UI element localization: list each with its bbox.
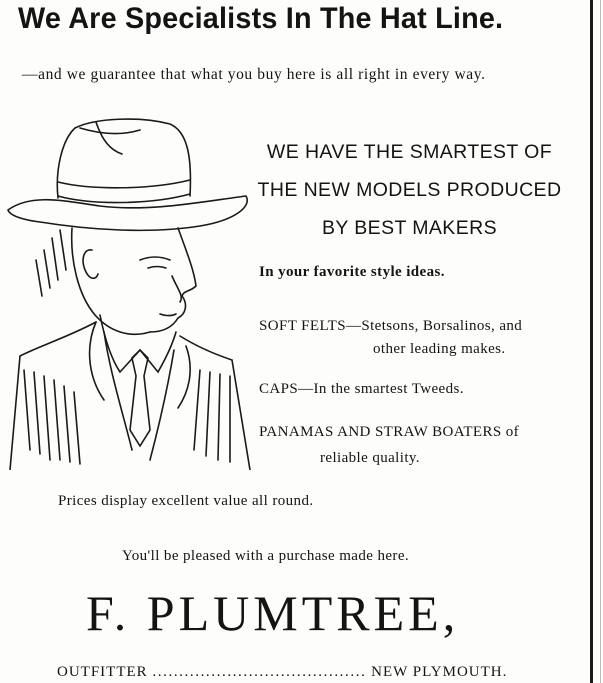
column-rule-thin: [600, 0, 601, 683]
column-rule: [590, 0, 593, 683]
smartest-line-1: WE HAVE THE SMARTEST OF: [266, 141, 553, 163]
man-in-fedora-illustration: [0, 110, 260, 470]
style-ideas-line: In your favorite style ideas.: [259, 264, 445, 280]
footer-town: NEW PLYMOUTH.: [371, 664, 508, 680]
smartest-line-3: BY BEST MAKERS: [321, 217, 498, 239]
prices-line: Prices display excellent value all round.: [58, 493, 314, 509]
caps-line: CAPS—In the smartest Tweeds.: [259, 381, 464, 397]
footer-leader: ........................................: [152, 664, 367, 680]
smartest-models-heading: [252, 133, 567, 247]
soft-felts-line-2: other leading makes.: [373, 341, 506, 357]
panamas-line-1: PANAMAS AND STRAW BOATERS of: [259, 424, 520, 440]
pleased-line: You'll be pleased with a purchase made here.: [122, 548, 410, 564]
smartest-line-2: THE NEW MODELS PRODUCED: [257, 179, 562, 201]
merchant-name: F. PLUMTREE,: [86, 585, 460, 641]
guarantee-line: —and we guarantee that what you buy here is all right in every way.: [22, 66, 486, 83]
soft-felts-line-1: SOFT FELTS—Stetsons, Borsalinos, and: [259, 318, 523, 334]
headline: We Are Specialists In The Hat Line.: [18, 2, 504, 35]
footer-trade: OUTFITTER: [57, 664, 148, 680]
panamas-line-2: reliable quality.: [320, 450, 420, 466]
footer-line: [57, 664, 507, 681]
